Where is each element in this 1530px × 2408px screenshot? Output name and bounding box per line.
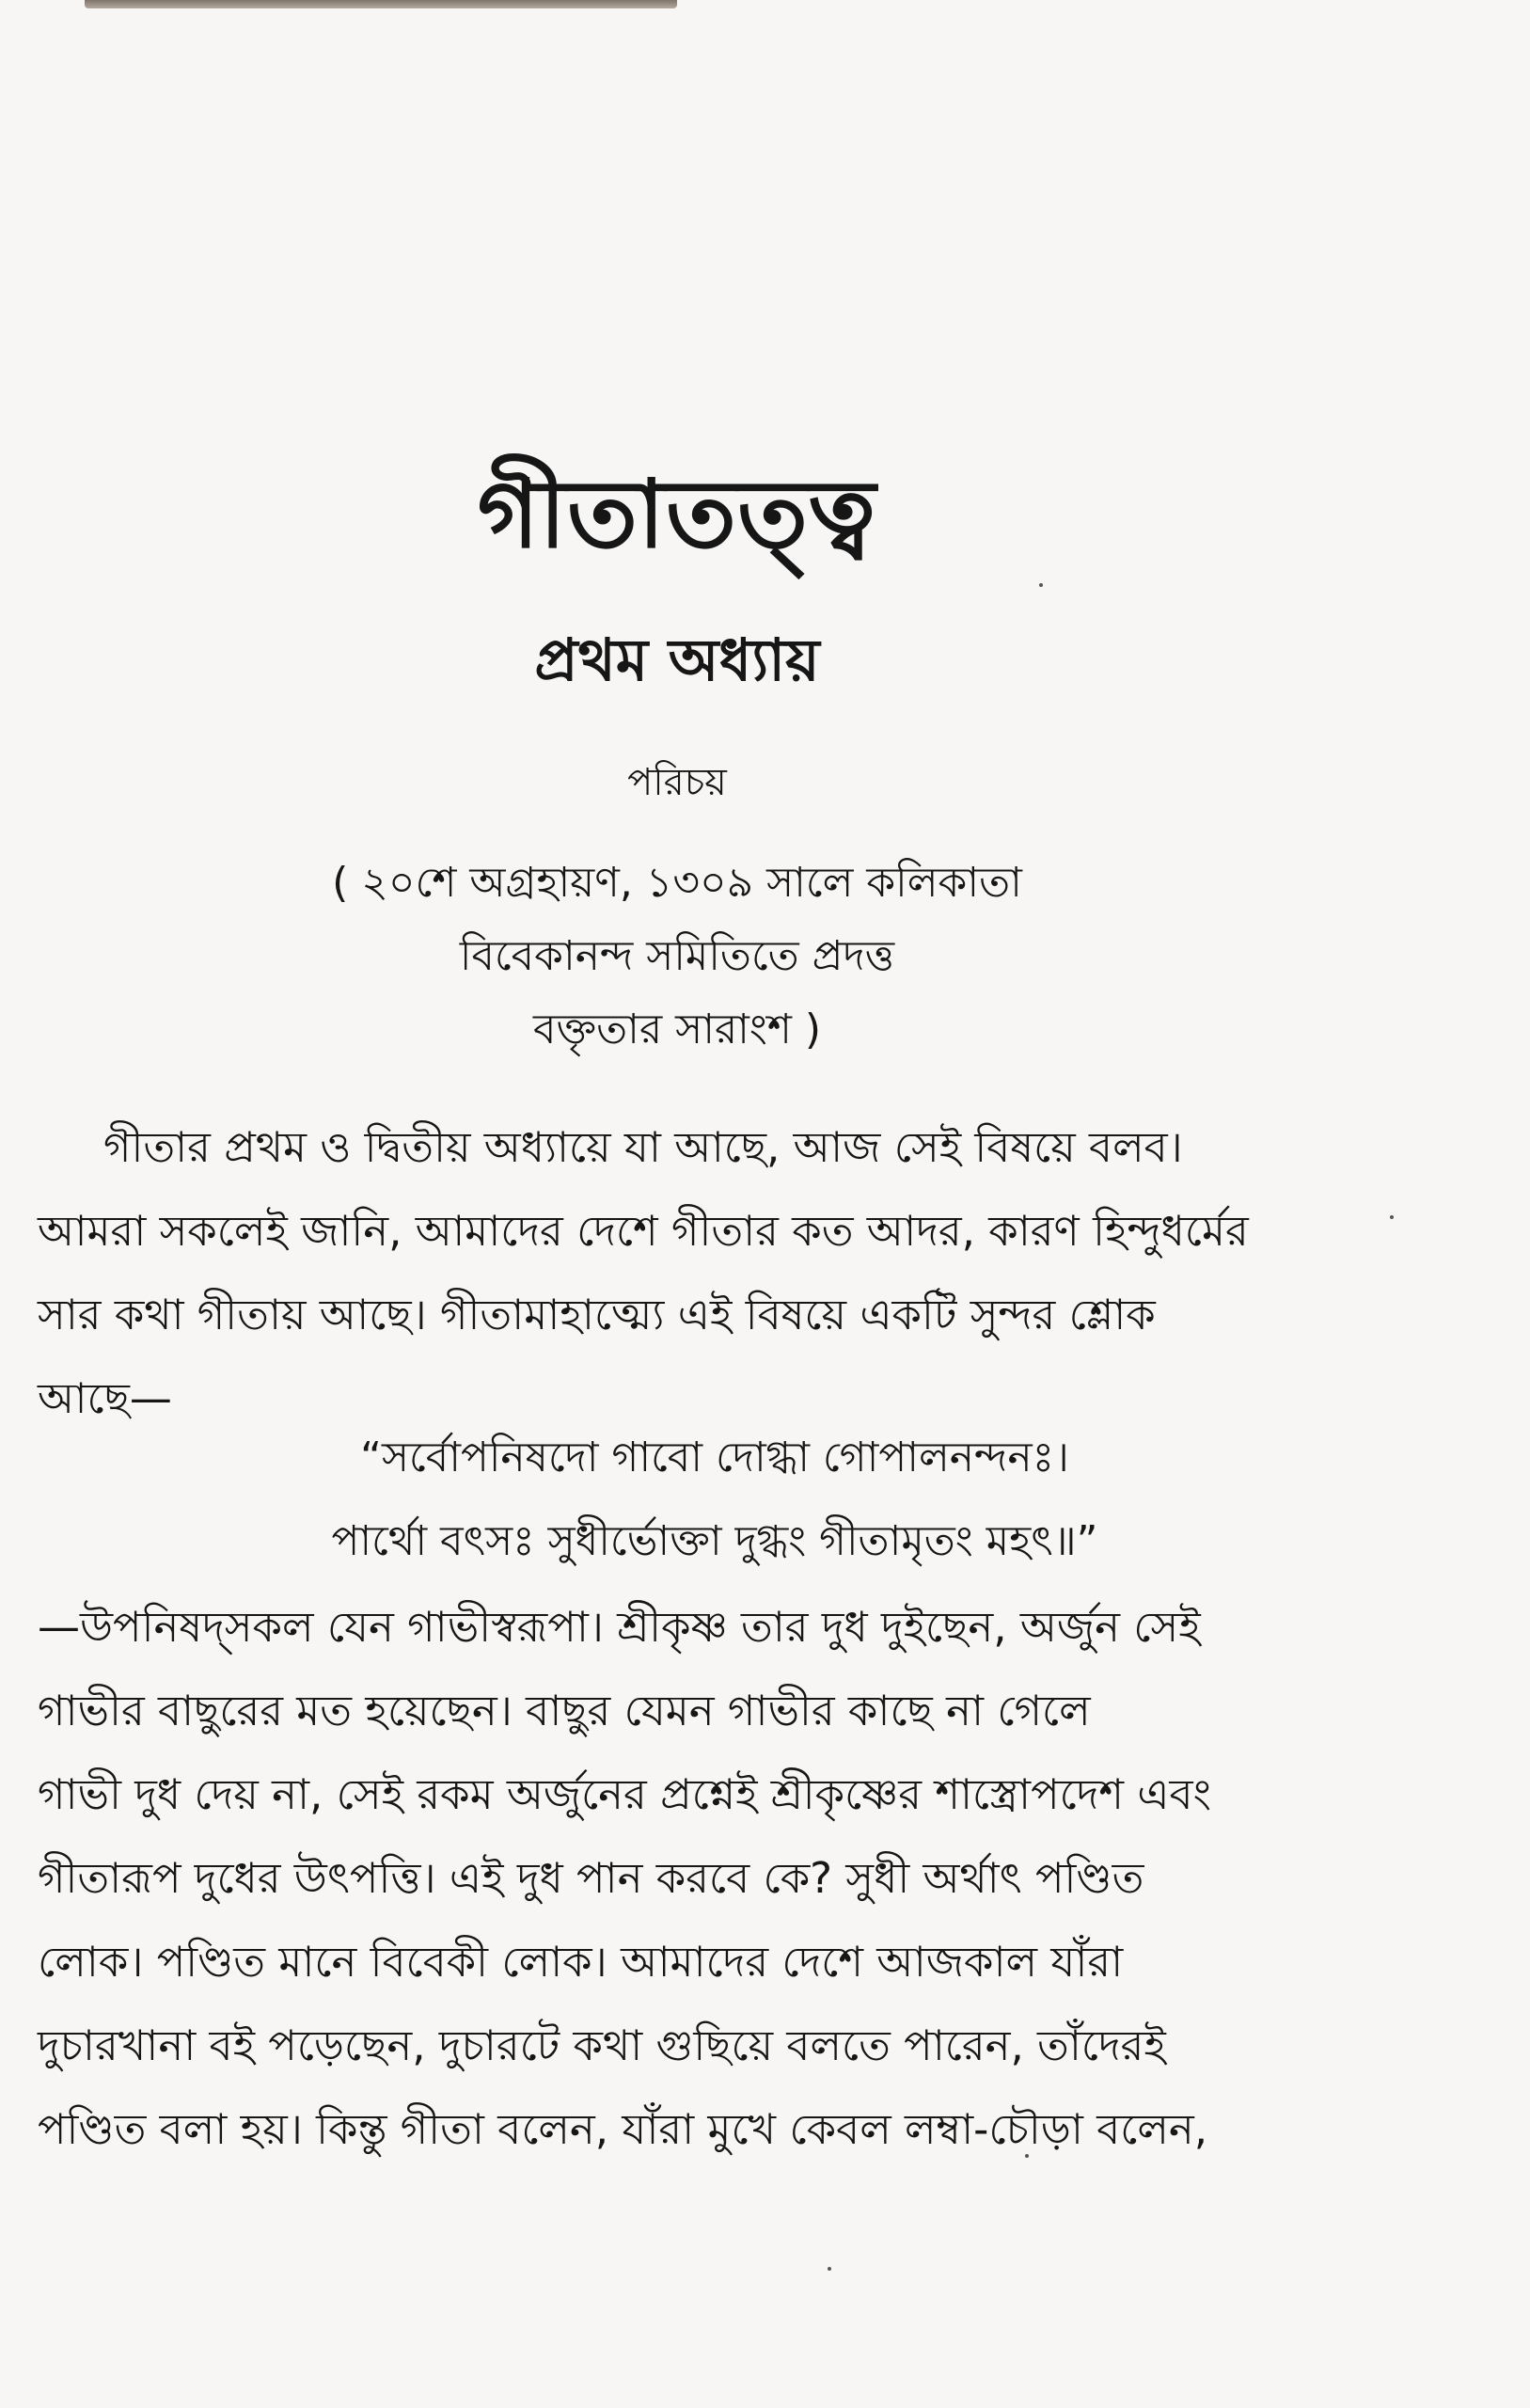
paragraph-line: লোক। পণ্ডিত মানে বিবেকী লোক। আমাদের দেশে আজকাল যাঁরা xyxy=(38,1937,1124,1987)
chapter-heading: প্রথম অধ্যায় xyxy=(534,626,820,694)
paper-speck xyxy=(1390,1215,1394,1219)
note-line: বিবেকানন্দ সমিতিতে প্রদত্ত xyxy=(459,932,895,980)
paragraph-line: দুচারখানা বই পড়েছেন, দুচারটে কথা গুছিয়ে বলতে পারেন, তাঁদেরই xyxy=(38,2020,1166,2070)
paper-speck xyxy=(1025,2154,1029,2158)
note-line: ( ২০শে অগ্রহায়ণ, ১৩০৯ সালে কলিকাতা xyxy=(332,859,1022,907)
paper-speck xyxy=(828,2267,831,2271)
paragraph-line: সার কথা গীতায় আছে। গীতামাহাত্ম্যে এই বিষয়ে একটি সুন্দর শ্লোক xyxy=(38,1290,1156,1339)
paragraph-line: গীতার প্রথম ও দ্বিতীয় অধ্যায়ে যা আছে, আজ সেই বিষয়ে বলব। xyxy=(103,1122,1183,1172)
verse-line-1: “সর্বোপনিষদো গাবো দোগ্ধা গোপালনন্দনঃ। xyxy=(360,1434,1069,1481)
paragraph-line: গাভী দুধ দেয় না, সেই রকম অর্জুনের প্রশ্নেই শ্রীকৃষ্ণের শাস্ত্রোপদেশ এবং xyxy=(38,1769,1211,1819)
paragraph-line: আছে— xyxy=(38,1373,172,1423)
paragraph-line: আমরা সকলেই জানি, আমাদের দেশে গীতার কত আদর, কারণ হিন্দুধর্মের xyxy=(38,1206,1249,1256)
paragraph-intro xyxy=(38,1105,1335,1440)
paragraph-line: গীতারূপ দুধের উৎপত্তি। এই দুধ পান করবে কে? সুধী অর্থাৎ পণ্ডিত xyxy=(38,1853,1144,1903)
lecture-note xyxy=(0,847,1354,1067)
paragraph-line: পণ্ডিত বলা হয়। কিন্তু গীতা বলেন, যাঁরা মুখে কেবল লম্বা-চৌড়া বলেন, xyxy=(38,2104,1208,2154)
paragraph-explanation xyxy=(38,1585,1335,2171)
paragraph-line: —উপনিষদ্‌সকল যেন গাভীস্বরূপা। শ্রীকৃষ্ণ তার দুধ দুইছেন, অর্জুন সেই xyxy=(38,1602,1201,1652)
paper-speck xyxy=(1039,583,1043,587)
section-label: পরিচয় xyxy=(627,761,727,804)
verse-line-2: পার্থো বৎসঃ সুধীর্ভোক্তা দুগ্ধং গীতামৃতং মহৎ॥” xyxy=(331,1517,1098,1565)
page-title: গীতাতত্ত্ব xyxy=(477,459,877,569)
paragraph-line: গাভীর বাছুরের মত হয়েছেন। বাছুর যেমন গাভীর কাছে না গেলে xyxy=(38,1686,1091,1735)
note-line: বক্তৃতার সারাংশ ) xyxy=(532,1006,822,1054)
